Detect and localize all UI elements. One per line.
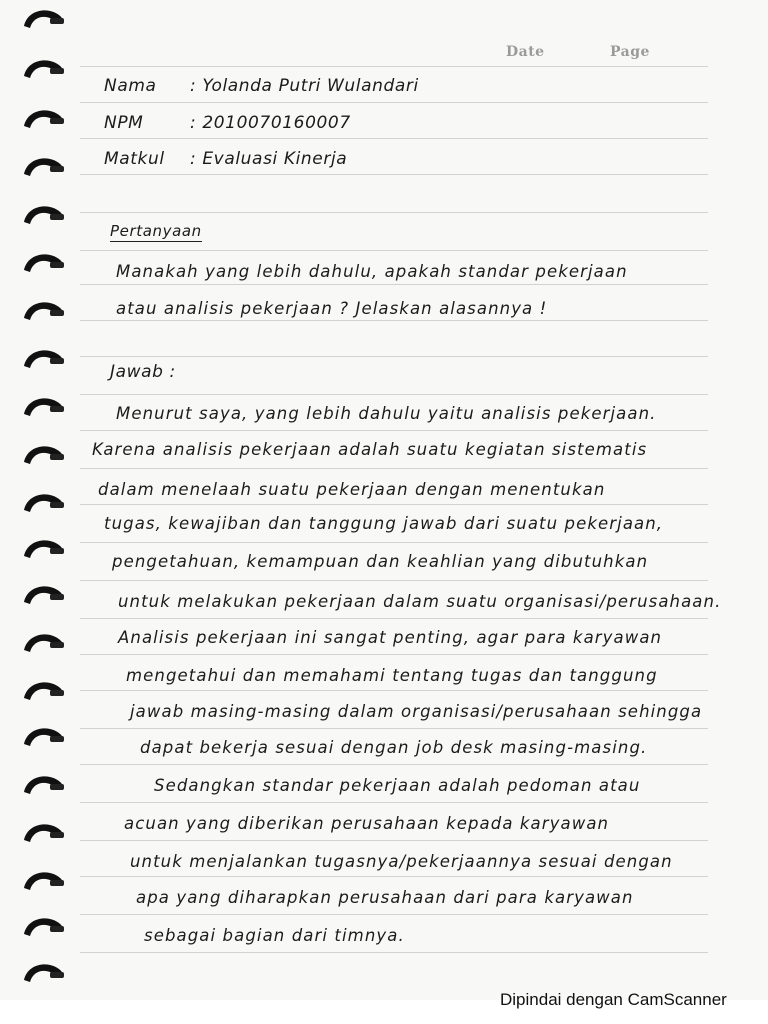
ruled-line xyxy=(80,430,708,431)
npm-value: : 2010070160007 xyxy=(190,113,351,133)
camscanner-watermark: Dipindai dengan CamScanner xyxy=(500,990,727,1009)
ruled-line xyxy=(80,356,708,357)
spiral-binding xyxy=(22,0,72,1000)
ruled-line xyxy=(80,728,708,729)
answer-line: dapat bekerja sesuai dengan job desk masing-masing. xyxy=(140,738,648,757)
spiral-ring xyxy=(22,200,66,230)
answer-line: Sedangkan standar pekerjaan adalah pedoman atau xyxy=(154,776,641,795)
spiral-ring xyxy=(22,344,66,374)
ruled-line xyxy=(80,802,708,803)
answer-heading: Jawab : xyxy=(110,362,176,382)
ruled-line xyxy=(80,654,708,655)
page-label: Page xyxy=(610,44,650,60)
answer-line: Menurut saya, yang lebih dahulu yaitu analisis pekerjaan. xyxy=(116,404,657,423)
answer-line: dalam menelaah suatu pekerjaan dengan menentukan xyxy=(98,480,606,499)
spiral-ring xyxy=(22,818,66,848)
spiral-ring xyxy=(22,912,66,942)
npm-label: NPM xyxy=(104,113,144,133)
spiral-ring xyxy=(22,676,66,706)
spiral-ring xyxy=(22,580,66,610)
spiral-ring xyxy=(22,534,66,564)
ruled-line xyxy=(80,468,708,469)
ruled-line xyxy=(80,284,708,285)
page-header xyxy=(506,44,686,60)
spiral-ring xyxy=(22,488,66,518)
ruled-line xyxy=(80,690,708,691)
answer-line: apa yang diharapkan perusahaan dari para karyawan xyxy=(136,888,634,907)
ruled-line xyxy=(80,618,708,619)
question-line: atau analisis pekerjaan ? Jelaskan alasannya ! xyxy=(116,299,548,318)
answer-line: untuk melakukan pekerjaan dalam suatu organisasi/perusahaan. xyxy=(118,592,722,611)
ruled-line xyxy=(80,138,708,139)
spiral-ring xyxy=(22,628,66,658)
answer-line: sebagai bagian dari timnya. xyxy=(144,926,405,945)
spiral-ring xyxy=(22,440,66,470)
ruled-line xyxy=(80,66,708,67)
ruled-line xyxy=(80,914,708,915)
answer-line: mengetahui dan memahami tentang tugas dan tanggung xyxy=(126,666,658,685)
spiral-ring xyxy=(22,770,66,800)
spiral-ring xyxy=(22,104,66,134)
ruled-line xyxy=(80,580,708,581)
ruled-line xyxy=(80,174,708,175)
answer-line: untuk menjalankan tugasnya/pekerjaannya sesuai dengan xyxy=(130,852,673,871)
matkul-value: : Evaluasi Kinerja xyxy=(190,149,348,169)
ruled-line xyxy=(80,212,708,213)
ruled-line xyxy=(80,952,708,953)
spiral-ring xyxy=(22,152,66,182)
date-label: Date xyxy=(506,44,545,60)
ruled-line xyxy=(80,394,708,395)
spiral-ring xyxy=(22,392,66,422)
answer-line: pengetahuan, kemampuan dan keahlian yang dibutuhkan xyxy=(112,552,649,571)
matkul-label: Matkul xyxy=(104,149,165,169)
nama-value: : Yolanda Putri Wulandari xyxy=(190,76,419,96)
spiral-ring xyxy=(22,296,66,326)
ruled-line xyxy=(80,764,708,765)
ruled-line xyxy=(80,840,708,841)
ruled-line xyxy=(80,320,708,321)
spiral-ring xyxy=(22,248,66,278)
spiral-ring xyxy=(22,958,66,988)
ruled-line xyxy=(80,542,708,543)
question-heading: Pertanyaan xyxy=(110,222,202,240)
spiral-ring xyxy=(22,866,66,896)
question-line: Manakah yang lebih dahulu, apakah standar pekerjaan xyxy=(116,262,628,281)
answer-line: jawab masing-masing dalam organisasi/perusahaan sehingga xyxy=(130,702,703,721)
ruled-line xyxy=(80,876,708,877)
answer-line: Karena analisis pekerjaan adalah suatu kegiatan sistematis xyxy=(92,440,648,459)
ruled-line xyxy=(80,102,708,103)
spiral-ring xyxy=(22,722,66,752)
nama-label: Nama xyxy=(104,76,157,96)
ruled-line xyxy=(80,250,708,251)
ruled-line xyxy=(80,504,708,505)
spiral-ring xyxy=(22,4,66,34)
spiral-ring xyxy=(22,54,66,84)
answer-line: tugas, kewajiban dan tanggung jawab dari suatu pekerjaan, xyxy=(104,514,664,533)
answer-line: Analisis pekerjaan ini sangat penting, agar para karyawan xyxy=(118,628,663,647)
answer-line: acuan yang diberikan perusahaan kepada karyawan xyxy=(124,814,610,833)
